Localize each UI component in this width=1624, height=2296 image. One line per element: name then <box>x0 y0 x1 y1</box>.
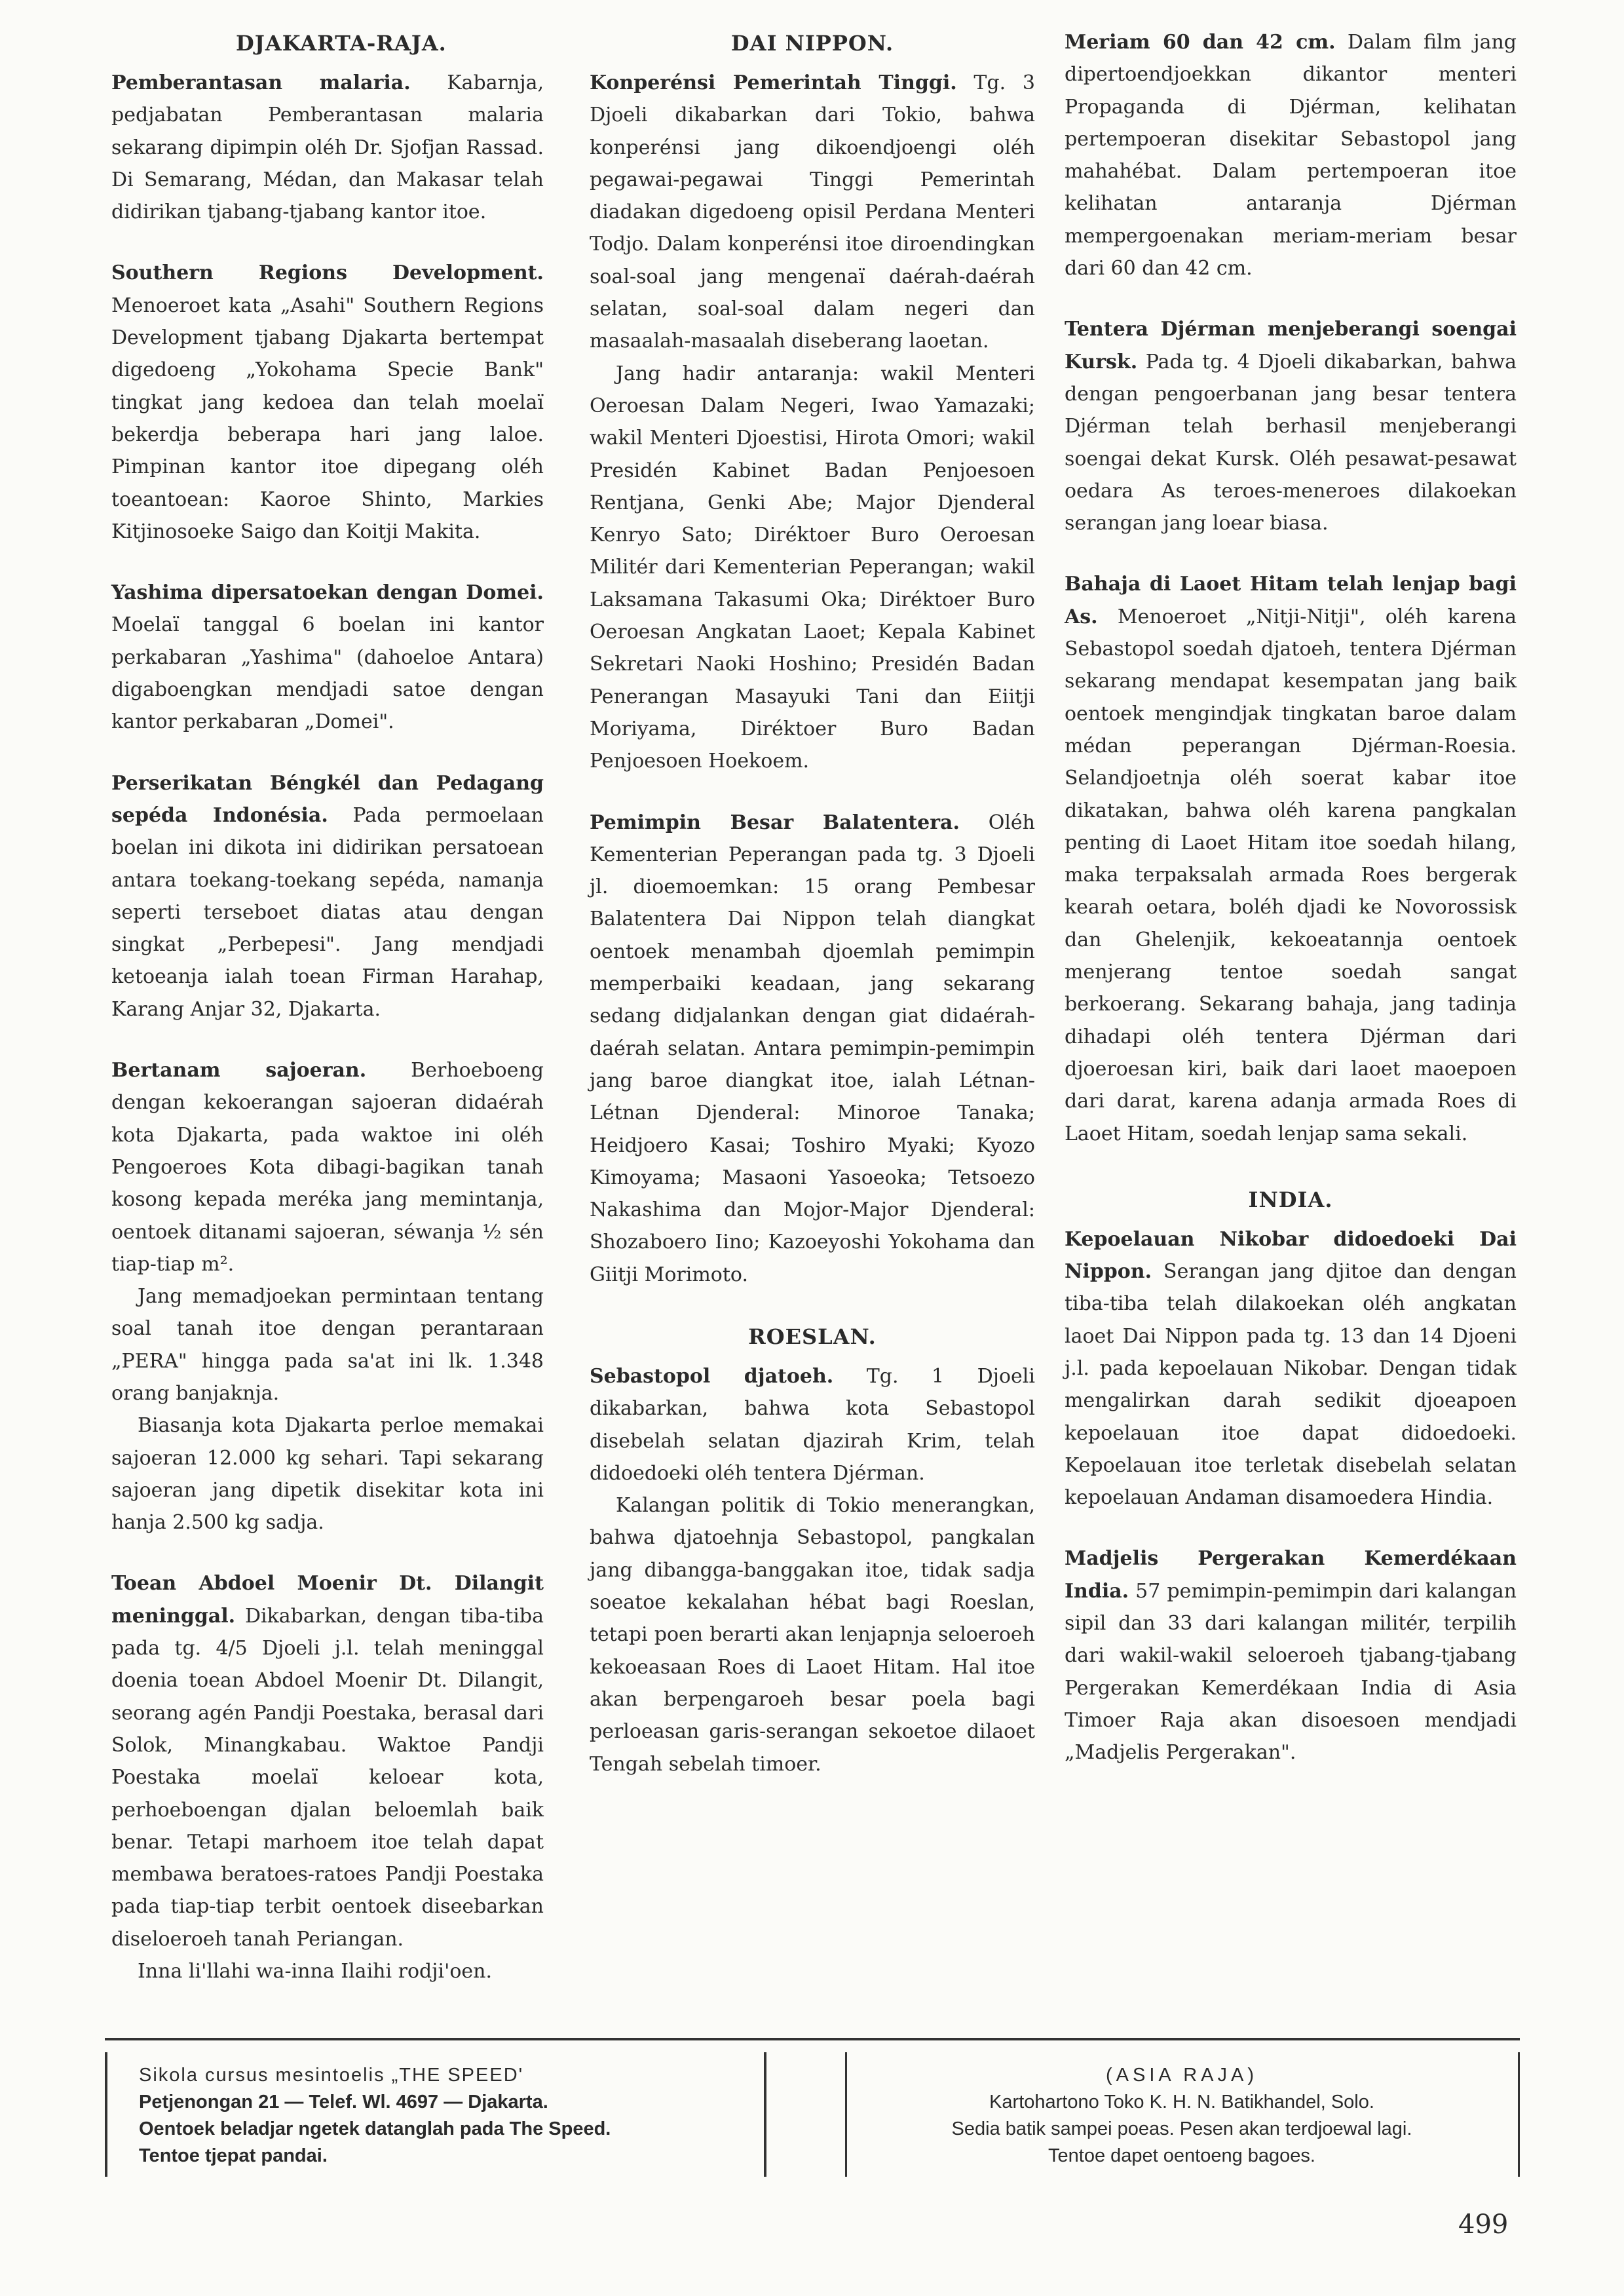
article-headline: Bertanam sajoeran. <box>111 1059 367 1082</box>
article-headline: Perserikatan Béngkél dan Pedagang sepéda Indonésia. <box>111 771 544 827</box>
article <box>590 807 1035 1291</box>
ad-top-rule <box>105 2038 1520 2040</box>
article-headline: Southern Regions Development. <box>111 261 544 285</box>
article-paragraph <box>111 767 544 1025</box>
article-paragraph <box>1065 568 1517 1149</box>
article-text: Menoeroet „Nitji-Nitji", oléh karena Sebastopol soedah djatoeh, tentera Djérman sekarang mendapat kesempatan jang baik oentoek mengindjak tingkatan baroe dalam médan peperangan Djérman-Roesia. Selandjoetnja oléh soerat kabar itoe dikatakan, bahwa oléh karena pangkalan penting di Laoet Hitam itoe soedah hilang, maka terpaksalah armada Roes bergerak kearah oetara, boléh djadi ke Novorossisk dan Ghelenjik, kekoeatannja oentoek menjerang tentoe soedah sangat berkoerang. Sekarang bahaja, jang tadinja dihadapi oléh tentera Djérman dari djoeroesan kiri, baik dari laoet maoepoen dari darat, karena adanja armada Roes di Laoet Hitam, soedah lenjap sama sekali. <box>1065 605 1517 1145</box>
article <box>111 1054 544 1539</box>
article-headline: Tentera Djérman menjeberangi soengai Kursk. <box>1065 318 1517 373</box>
article-headline: Pemimpin Besar Balatentera. <box>590 811 960 834</box>
article-headline: Pemberantasan malaria. <box>111 71 411 94</box>
advertisement-asia-raja <box>845 2052 1520 2177</box>
ad-line: Sikola cursus mesintoelis „THE SPEED' <box>139 2065 524 2086</box>
article <box>111 577 544 738</box>
article-paragraph <box>590 67 1035 358</box>
section-heading-roeslan: ROESLAN. <box>748 1324 877 1349</box>
article <box>111 257 544 548</box>
article-paragraph <box>590 1360 1035 1489</box>
article-paragraph <box>590 807 1035 1291</box>
section-heading: DJAKARTA-RAJA. <box>236 31 447 56</box>
article <box>1065 26 1517 284</box>
article-text: Kalangan politik di Tokio menerangkan, bahwa djatoehnja Sebastopol, pangkalan jang dibangga-banggakan itoe, tidak sadja soeatoe kekalahan hébat bagi Roeslan, tetapi poen berarti akan lenjapnja seloeroeh kekoeasaan Roes di Laoet Hitam. Hal itoe akan berpengaroeh besar poela bagi perloeasan garis-serangan sekoetoe dilaoet Tengah sebelah timoer. <box>590 1494 1035 1776</box>
article-paragraph <box>111 577 544 738</box>
column-djakarta-raja <box>111 26 544 2016</box>
article <box>111 67 544 228</box>
article-text: Dalam film jang dipertoendjoekkan dikantor menteri Propaganda di Djérman, kelihatan pertempoeran disekitar Sebastopol jang mahahébat. Dalam pertempoeran itoe kelihatan antaranja Djérman mempergoenakan meriam-meriam besar dari 60 dan 42 cm. <box>1065 31 1517 280</box>
article-text: Jang memadjoekan permintaan tentang soal tanah itoe dengan perantaraan „PERA" hingga pada sa'at ini lk. 1.348 orang banjaknja. <box>111 1285 544 1405</box>
article-paragraph <box>111 1955 544 1987</box>
ad-line: Oentoek beladjar ngetek datanglah pada The Speed. <box>139 2118 611 2139</box>
article-text: Menoeroet kata „Asahi" Southern Regions Development tjabang Djakarta bertempat digedoeng „Yokohama Specie Bank" tingkat jang kedoea dan telah moelaï bekerdja beberapa hari jang laloe. Pimpinan kantor itoe dipegang oléh toeantoean: Kaoroe Shinto, Markies Kitjinosoeke Saigo dan Koitji Makita. <box>111 294 544 543</box>
article-text: Pada permoelaan boelan ini dikota ini didirikan persatoean antara toekang-toekang sepéda, namanja seperti terseboet diatas atau dengan singkat „Perbepesi". Jang mendjadi ketoeanja ialah toean Firman Harahap, Karang Anjar 32, Djakarta. <box>111 803 544 1021</box>
article-paragraph <box>1065 26 1517 284</box>
article-text: Dikabarkan, dengan tiba-tiba pada tg. 4/5 Djoeli j.l. telah meninggal doenia toean Abdoel Moenir Dt. Dilangit, seorang agén Pandji Poestaka, berasal dari Solok, Minangkabau. Waktoe Pandji Poestaka moelaï keloear kota, perhoeboengan djalan beloemlah baik benar. Tetapi marhoem itoe telah dapat membawa beratoes-ratoes Pandji Poestaka pada tiap-tiap terbit oentoek diseebarkan diseloeroeh tanah Periangan. <box>111 1604 544 1951</box>
article-paragraph <box>111 1280 544 1409</box>
article-headline: Meriam 60 dan 42 cm. <box>1065 31 1336 54</box>
page-number: 499 <box>1458 2210 1509 2240</box>
article <box>1065 313 1517 539</box>
ad-line: Tentoe dapet oentoeng bagoes. <box>1048 2145 1315 2166</box>
article <box>1065 568 1517 1149</box>
article-text: Kabarnja, pedjabatan Pemberantasan malaria sekarang dipimpin oléh Dr. Sjofjan Rassad. Di Semarang, Médan, dan Makasar telah didirikan tjabang-tjabang kantor itoe. <box>111 71 544 224</box>
article-text: Berhoeboeng dengan kekoerangan sajoeran didaérah kota Djakarta, pada waktoe ini oléh Pengoeroes Kota dibagi-bagikan tanah kosong kepada meréka jang memintanja, oentoek ditanami sajoeran, séwanja ½ sén tiap-tiap m². <box>111 1059 544 1276</box>
article <box>111 1567 544 1987</box>
article-text: Inna li'llahi wa-inna Ilaihi rodji'oen. <box>138 1960 493 1983</box>
article-text: 57 pemimpin-pemimpin dari kalangan sipil dan 33 dari kalangan militér, terpilih dari wakil-wakil seloeroeh tjabang-tjabang Pergerakan Kemerdékaan India di Asia Timoer Raja akan disoesoen mendjadi „Madjelis Pergerakan". <box>1065 1579 1517 1765</box>
ad-line: (ASIA RAJA) <box>1106 2065 1258 2086</box>
article <box>111 767 544 1025</box>
article-paragraph <box>111 1054 544 1280</box>
article-headline: Toean Abdoel Moenir Dt. Dilangit meninggal. <box>111 1572 544 1628</box>
column-dai-nippon <box>590 26 1035 1809</box>
article-paragraph <box>590 1489 1035 1780</box>
article-paragraph <box>1065 1223 1517 1514</box>
article-paragraph <box>1065 313 1517 539</box>
article <box>1065 1542 1517 1769</box>
article-paragraph <box>590 358 1035 778</box>
article-headline: Madjelis Pergerakan Kemerdékaan India. <box>1065 1547 1517 1603</box>
advertisement-the-speed <box>105 2052 766 2177</box>
article-text: Tg. 1 Djoeli dikabarkan, bahwa kota Sebastopol disebelah selatan djazirah Krim, telah didoedoeki oléh tentera Djérman. <box>590 1364 1035 1485</box>
ad-line: Kartohartono Toko K. H. N. Batikhandel, Solo. <box>989 2092 1374 2113</box>
article-text: Tg. 3 Djoeli dikabarkan dari Tokio, bahwa konperénsi jang dikoendjoengi oléh pegawai-pegawai Tinggi Pemerintah diadakan digedoeng opisil Perdana Menteri Todjo. Dalam konperénsi itoe diroendingkan soal-soal jang mengenaï daérah-daérah selatan, soal-soal dalam negeri dan masaalah-masaalah diseberang laoetan. <box>590 71 1035 353</box>
section-heading-india: INDIA. <box>1248 1187 1333 1212</box>
ad-line: Tentoe tjepat pandai. <box>139 2145 328 2166</box>
article-headline: Sebastopol djatoeh. <box>590 1364 834 1388</box>
article-text: Biasanja kota Djakarta perloe memakai sajoeran 12.000 kg sehari. Tapi sekarang sajoeran jang dipetik disekitar kota ini hanja 2.500 kg sadja. <box>111 1414 544 1535</box>
ad-line: Sedia batik sampei poeas. Pesen akan terdjoewal lagi. <box>951 2118 1412 2139</box>
ad-line: Petjenongan 21 — Telef. Wl. 4697 — Djakarta. <box>139 2092 548 2113</box>
article-text: Pada tg. 4 Djoeli dikabarkan, bahwa dengan pengoerbanan jang besar tentera Djérman telah berhasil menjeberangi soengai dekat Kursk. Oléh pesawat-pesawat oedara As teroes-meneroes dilakoekan serangan jang loear biasa. <box>1065 350 1517 535</box>
article-text: Serangan jang djitoe dan dengan tiba-tiba telah dilakoekan oléh angkatan laoet Dai Nippon pada tg. 13 dan 14 Djoeni j.l. pada kepoelauan Nikobar. Dengan tidak mengalirkan darah sedikit djoeapoen kepoelauan itoe dapat didoedoeki. Kepoelauan itoe terletak disebelah selatan kepoelauan Andaman disamoedera Hindia. <box>1065 1260 1517 1510</box>
article-paragraph <box>111 1409 544 1539</box>
article-text: Oléh Kementerian Peperangan pada tg. 3 Djoeli jl. dioemoemkan: 15 orang Pembesar Balatentera Dai Nippon telah diangkat oentoek menambah djoemlah pemimpin memperbaiki keadaan, jang sekarang sedang didjalankan dengan giat didaérah-daérah selatan. Antara pemimpin-pemimpin jang baroe diangkat itoe, ialah Létnan-Létnan Djenderal: Minoroe Tanaka; Heidjoero Kasai; Toshiro Myaki; Kyozo Kimoyama; Masaoni Yasoeoka; Tetsoezo Nakashima dan Mojor-Major Djenderal: Shozaboero Iino; Kazoeyoshi Yokohama dan Giitji Morimoto. <box>590 811 1035 1286</box>
article <box>1065 1223 1517 1514</box>
column-world-news <box>1065 26 1517 1798</box>
article <box>590 1360 1035 1780</box>
article-headline: Yashima dipersatoekan dengan Domei. <box>111 581 544 605</box>
article-headline: Konperénsi Pemerintah Tinggi. <box>590 71 957 94</box>
article-headline: Bahaja di Laoet Hitam telah lenjap bagi As. <box>1065 573 1517 628</box>
article-paragraph <box>111 1567 544 1955</box>
section-heading: DAI NIPPON. <box>730 31 894 56</box>
article-paragraph <box>1065 1542 1517 1769</box>
article-text: Jang hadir antaranja: wakil Menteri Oeroesan Dalam Negeri, Iwao Yamazaki; wakil Menteri Djoestisi, Hirota Omori; wakil Presidén Kabinet Badan Penjoesoen Rentjana, Genki Abe; Major Djenderal Kenryo Sato; Diréktoer Buro Oeroesan Militér dari Kementerian Peperangan; wakil Laksamana Takasumi Oka; Diréktoer Buro Oeroesan Angkatan Laoet; Kepala Kabinet Sekretari Naoki Hoshino; Presidén Badan Penerangan Masayuki Tani dan Eiitji Moriyama, Diréktoer Buro Badan Penjoesoen Hoekoem. <box>590 362 1035 773</box>
article <box>590 67 1035 778</box>
article-paragraph <box>111 67 544 228</box>
article-text: Moelaï tanggal 6 boelan ini kantor perkabaran „Yashima" (dahoeloe Antara) digaboengkan mendjadi satoe dengan kantor perkabaran „Domei". <box>111 613 544 734</box>
article-headline: Kepoelauan Nikobar didoedoeki Dai Nippon. <box>1065 1227 1517 1284</box>
article-paragraph <box>111 257 544 548</box>
